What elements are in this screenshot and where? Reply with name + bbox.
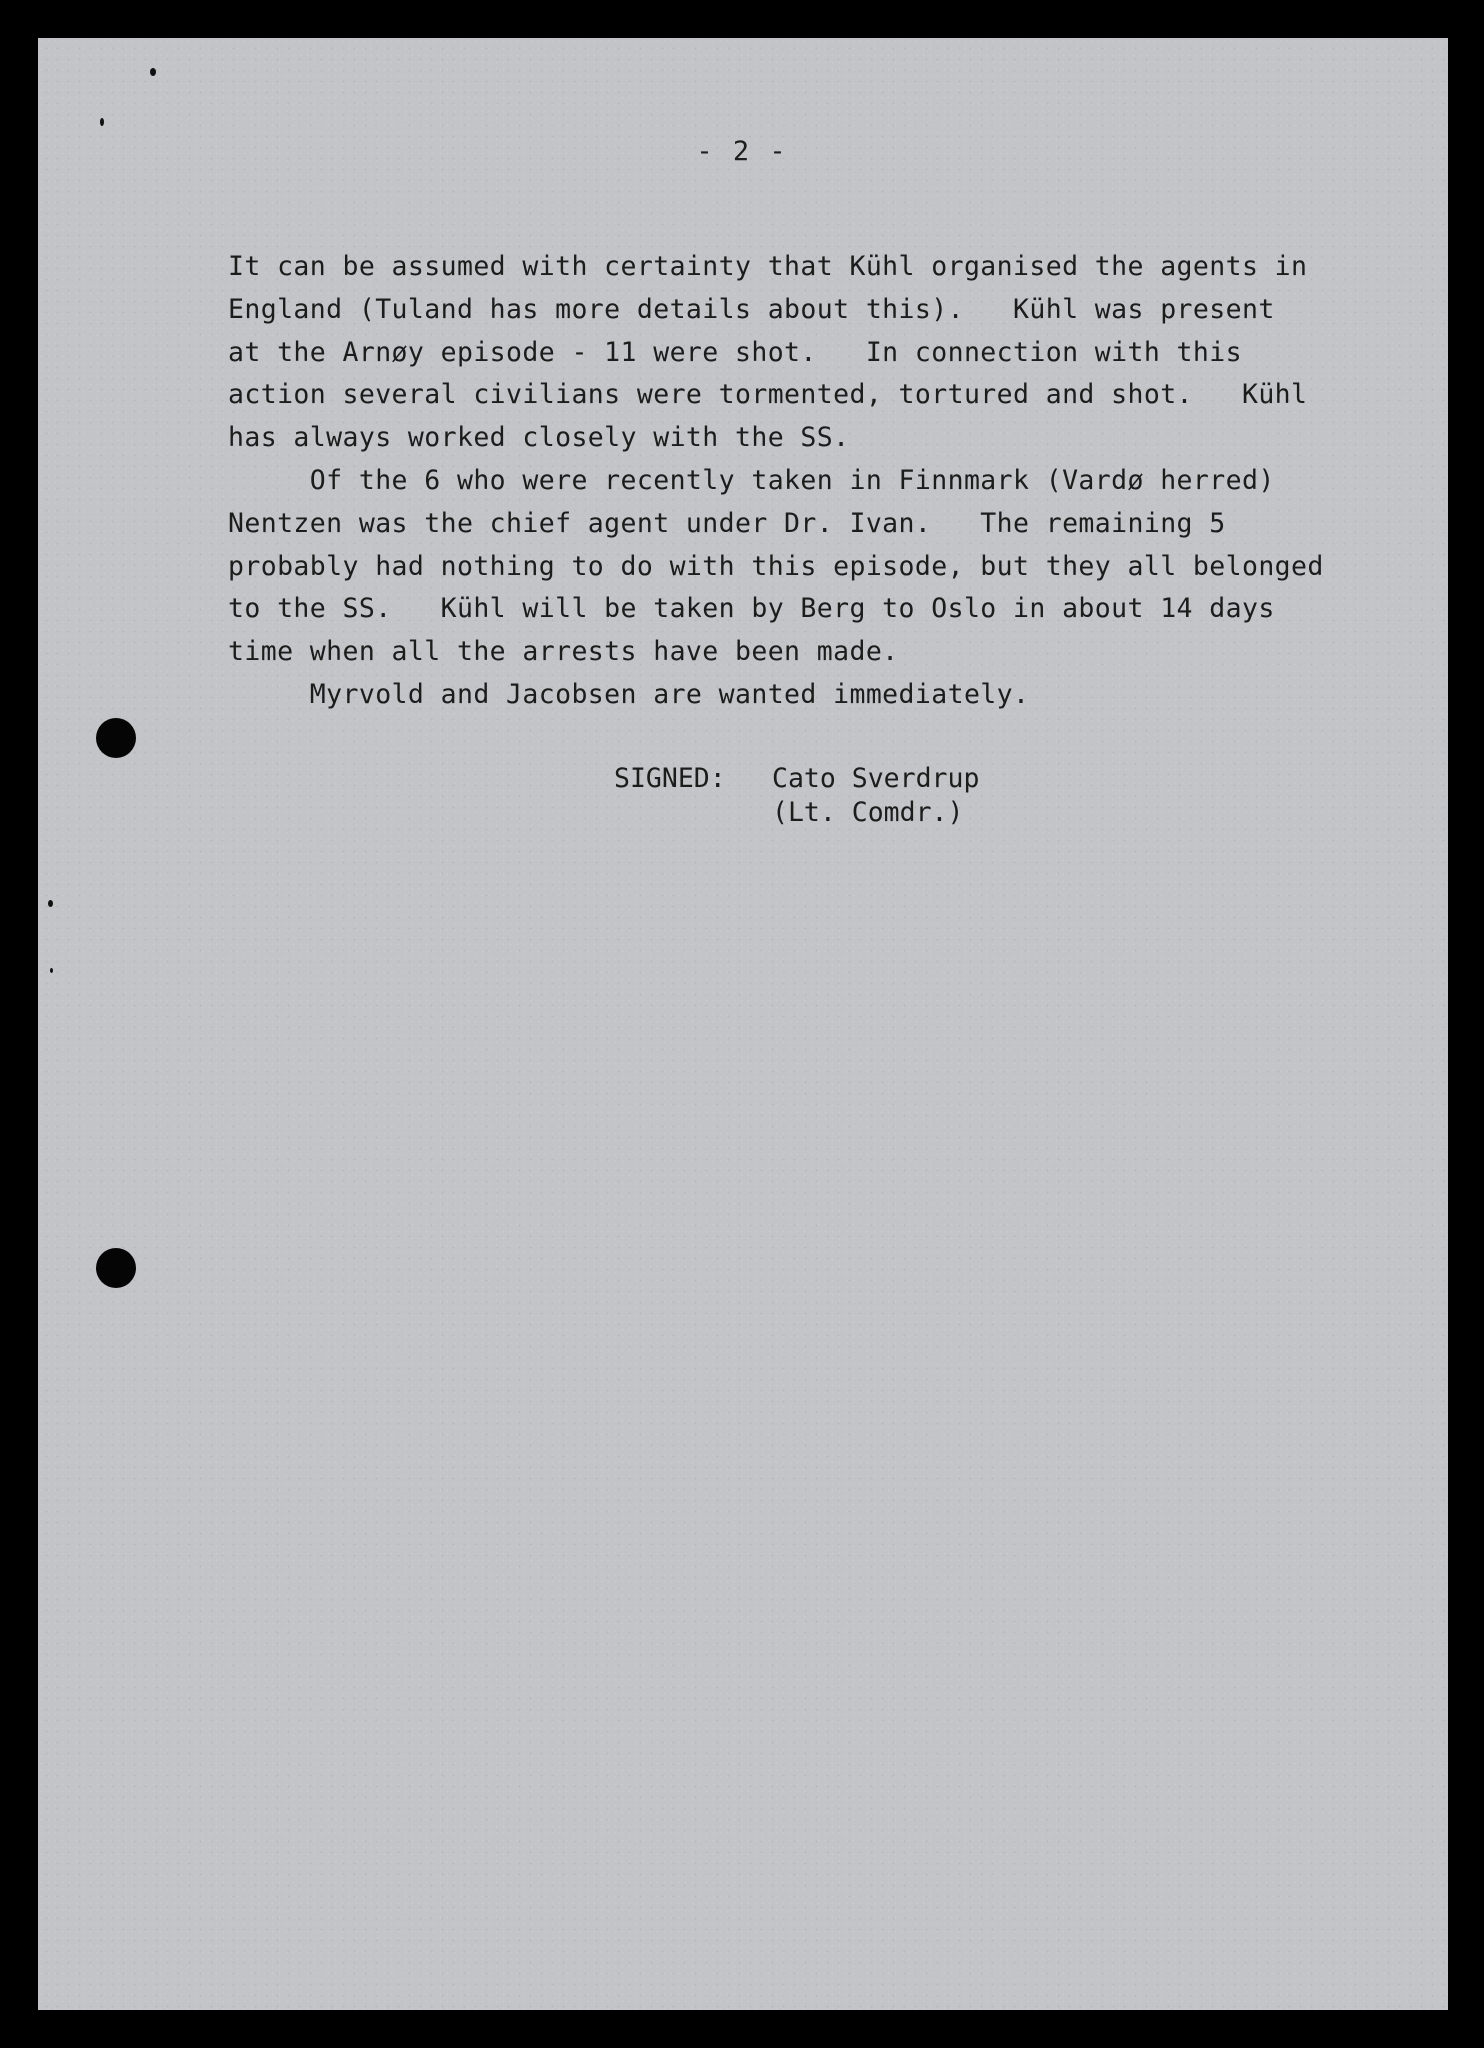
speck [150, 68, 156, 76]
body-line: England (Tuland has more details about this). Kühl was present [228, 293, 1275, 325]
page-number: - 2 - [696, 136, 788, 167]
speck [48, 900, 53, 907]
punch-hole-top [96, 718, 136, 758]
body-line: It can be assumed with certainty that Kühl organised the agents in [228, 251, 1308, 282]
body-line: to the SS. Kühl will be taken by Berg to Oslo in about 14 days [228, 593, 1275, 625]
signature-block [614, 762, 979, 830]
body-line: Nentzen was the chief agent under Dr. Ivan. The remaining 5 [228, 507, 1226, 539]
body-line: at the Arnøy episode - 11 were shot. In connection with this [228, 336, 1242, 368]
body-line: time when all the arrests have been made. [228, 636, 899, 668]
body-line: action several civilians were tormented, tortured and shot. Kühl [228, 379, 1308, 411]
body-line: Of the 6 who were recently taken in Finnmark (Vardø herred) [228, 464, 1275, 496]
letter-body [228, 246, 1428, 717]
punch-hole-bottom [96, 1248, 136, 1288]
signed-label: SIGNED: [614, 763, 726, 794]
body-line: has always worked closely with the SS. [228, 422, 850, 454]
signer-name: Cato Sverdrup [772, 763, 980, 794]
speck [50, 968, 53, 973]
speck [100, 118, 104, 126]
body-line: probably had nothing to do with this episode, but they all belonged [228, 550, 1324, 582]
body-line: Myrvold and Jacobsen are wanted immediately. [228, 678, 1030, 710]
signer-rank: (Lt. Comdr.) [772, 797, 964, 828]
